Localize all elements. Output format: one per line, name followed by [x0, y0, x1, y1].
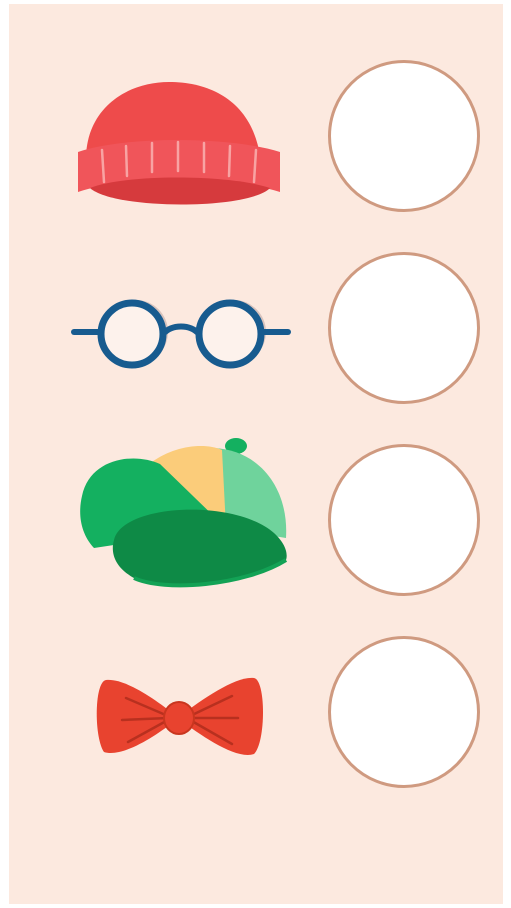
- match-row-cap: [9, 428, 503, 620]
- drop-slot-4[interactable]: [328, 636, 480, 788]
- red-beanie-hat-icon: [64, 44, 294, 236]
- round-glasses-icon: [64, 236, 294, 428]
- green-cap-icon: [64, 428, 294, 620]
- glasses-item[interactable]: [64, 236, 294, 428]
- bowtie-item[interactable]: [64, 620, 294, 812]
- match-row-beanie: [9, 44, 503, 236]
- red-bowtie-icon: [64, 620, 294, 812]
- match-row-bowtie: [9, 620, 503, 812]
- match-row-glasses: [9, 236, 503, 428]
- game-board: [9, 4, 503, 904]
- drop-slot-2[interactable]: [328, 252, 480, 404]
- drop-slot-3[interactable]: [328, 444, 480, 596]
- drop-slot-1[interactable]: [328, 60, 480, 212]
- cap-item[interactable]: [64, 428, 294, 620]
- beanie-item[interactable]: [64, 44, 294, 236]
